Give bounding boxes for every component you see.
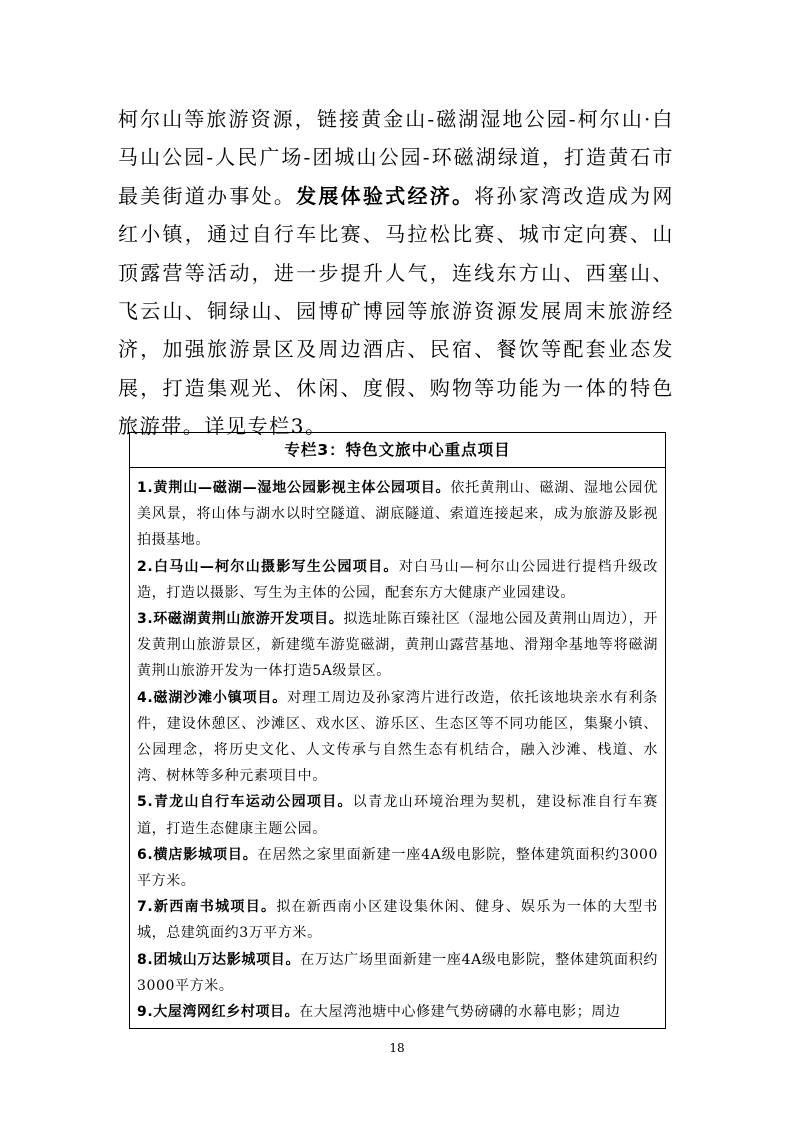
project-item-text: 在大屋湾池塘中心修建气势磅礴的水幕电影；周边 [299,1004,621,1021]
project-item-title: 5.青龙山自行车运动公园项目。 [137,794,353,811]
intro-text-part-1: 柯尔山等旅游资源，链接黄金山-磁湖湿地公园-柯尔山·白马山公园-人民广场-团城山公园-环磁湖绿道，打造黄石市最美街道办事处。 [118,107,674,208]
project-item-text: 拟选址陈百臻社区（湿地公园及黄荆山周边），开发黄荆山旅游景区，新建缆车游览磁湖，黄荆山露营基地、滑翔伞基地等将磁湖黄荆山旅游开发为一体打造5A级景区。 [137,611,658,680]
project-item-text: 拟在新西南小区建设集休闲、健身、娱乐为一体的大型书城，总建筑面约3万平方米。 [137,899,659,942]
column-box-title: 专栏3：特色文旅中心重点项目 [130,433,665,468]
page-number: 18 [389,1041,405,1055]
project-item-text: 依托黄荆山、磁湖、湿地公园优美风景，将山体与湖水以时空隧道、湖底隧道、索道连接起来，成为旅游及影视拍摄基地。 [137,480,658,549]
intro-bold-phrase: 发展体验式经济。 [296,183,475,208]
project-item-7 [137,894,658,946]
project-item-8 [137,947,658,999]
intro-text-part-2: 将孙家湾改造成为网红小镇，通过自行车比赛、马拉松比赛、城市定向赛、山顶露营等活动，进一步提升人气，连线东方山、西塞山、飞云山、铜绿山、园博矿博园等旅游资源发展周末旅游经济，加强旅游景区及周边酒店、民宿、餐饮等配套业态发展，打造集观光、休闲、度假、购物等功能为一体的特色旅游带。详见专栏3。 [118,183,674,439]
project-item-1 [137,475,658,554]
intro-text [118,100,674,446]
project-item-9 [137,999,658,1025]
project-item-title: 3.环磁湖黄荆山旅游开发项目。 [137,611,344,628]
column-box [129,432,666,1029]
project-item-title: 9.大屋湾网红乡村项目。 [137,1004,300,1021]
project-item-title: 7.新西南书城项目。 [137,899,277,916]
project-item-text: 在居然之家里面新建一座4A级电影院，整体建筑面积约3000平方米。 [137,846,659,890]
project-item-2 [137,554,658,606]
project-item-text: 在万达广场里面新建一座4A级电影院，整体建筑面积约3000平方米。 [137,951,658,994]
project-item-3 [137,606,658,685]
project-item-title: 4.磁湖沙滩小镇项目。 [137,689,288,706]
project-item-title: 1.黄荆山—磁湖—湿地公园影视主体公园项目。 [137,480,451,496]
project-item-title: 8.团城山万达影城项目。 [137,951,301,968]
project-item-text: 对白马山—柯尔山公园进行提档升级改造，打造以摄影、写生为主体的公园，配套东方大健康产业园建设。 [137,558,659,601]
column-box-body [130,468,665,1025]
project-item-text: 以青龙山环境治理为契机，建设标准自行车赛道，打造生态健康主题公园。 [137,794,659,837]
project-item-title: 6.横店影城项目。 [137,846,258,863]
project-item-title: 2.白马山—柯尔山摄影写生公园项目。 [137,558,399,575]
project-item-5 [137,789,658,841]
intro-paragraph [118,100,674,446]
project-item-text: 对理工周边及孙家湾片进行改造，依托该地块亲水有利条件，建设休憩区、沙滩区、戏水区、游乐区、生态区等不同功能区，集聚小镇、公园理念，将历史文化、人文传承与自然生态有机结合，融入沙滩、栈道、水湾、树林等多种元素项目中。 [137,689,658,785]
project-item-6 [137,842,658,894]
project-item-4 [137,685,658,790]
